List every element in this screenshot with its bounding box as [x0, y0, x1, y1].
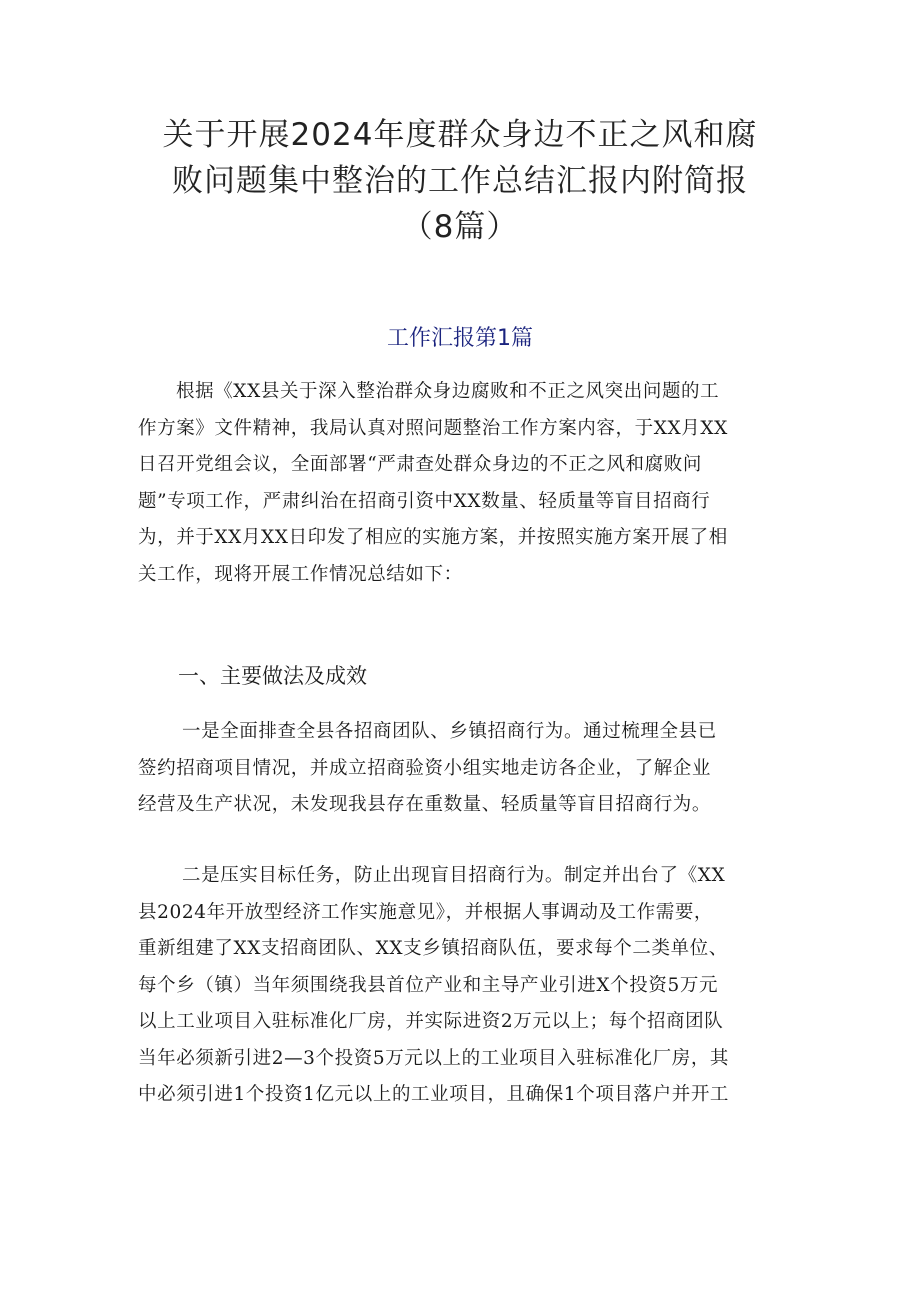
title-line: （8篇） [401, 209, 519, 245]
paragraph-line: 县2024年开放型经济工作实施意见》，并根据人事调动及工作需要， [138, 901, 714, 923]
paragraph-line: 关工作，现将开展工作情况总结如下： [138, 563, 463, 585]
title-line: 关于开展2024年度群众身边不正之风和腐 [162, 117, 758, 153]
paragraph-line: 根据《XX县关于深入整治群众身边腐败和不正之风突出问题的工 [176, 381, 720, 402]
paragraph-line: 题”专项工作，严肃纠治在招商引资中XX数量、轻质量等盲目招商行 [138, 490, 711, 512]
paragraph-line: 以上工业项目入驻标准化厂房，并实际进资2万元以上；每个招商团队 [138, 1011, 724, 1032]
paragraph-line: 二是压实目标任务，防止出现盲目招商行为。制定并出台了《XX [182, 865, 726, 886]
paragraph-line: 一是全面排查全县各招商团队、乡镇招商行为。通过梳理全县已 [182, 721, 717, 742]
paragraph-line: 重新组建了XX支招商团队、XX支乡镇招商队伍，要求每个二类单位、 [138, 938, 728, 959]
paragraph-line: 当年必须新引进2—3个投资5万元以上的工业项目入驻标准化厂房，其 [138, 1047, 730, 1069]
paragraph-2 [138, 858, 798, 1114]
paragraph-line: 中必须引进1个投资1亿元以上的工业项目，且确保1个项目落户并开工 [138, 1084, 730, 1105]
paragraph-line: 经营及生产状况，未发现我县存在重数量、轻质量等盲目招商行为。 [138, 794, 712, 815]
paragraph-line: 作方案》文件精神，我局认真对照问题整治工作方案内容，于XX月XX [138, 417, 728, 439]
subheading: 一、主要做法及成效 [178, 664, 367, 688]
paragraph-line: 签约招商项目情况，并成立招商验资小组实地走访各企业，了解企业 [138, 757, 712, 779]
document-title [140, 112, 780, 250]
paragraph-line: 每个乡（镇）当年须围绕我县首位产业和主导产业引进X个投资5万元 [138, 974, 719, 996]
title-line: 败问题集中整治的工作总结汇报内附简报 [172, 163, 748, 199]
paragraph-line: 为，并于XX月XX日印发了相应的实施方案，并按照实施方案开展了相 [138, 527, 728, 548]
intro-paragraph [138, 374, 798, 593]
paragraph-1 [138, 714, 798, 824]
paragraph-line: 日召开党组会议，全面部署“严肃查处群众身边的不正之风和腐败问 [138, 454, 702, 475]
section-heading: 工作汇报第1篇 [387, 326, 533, 351]
